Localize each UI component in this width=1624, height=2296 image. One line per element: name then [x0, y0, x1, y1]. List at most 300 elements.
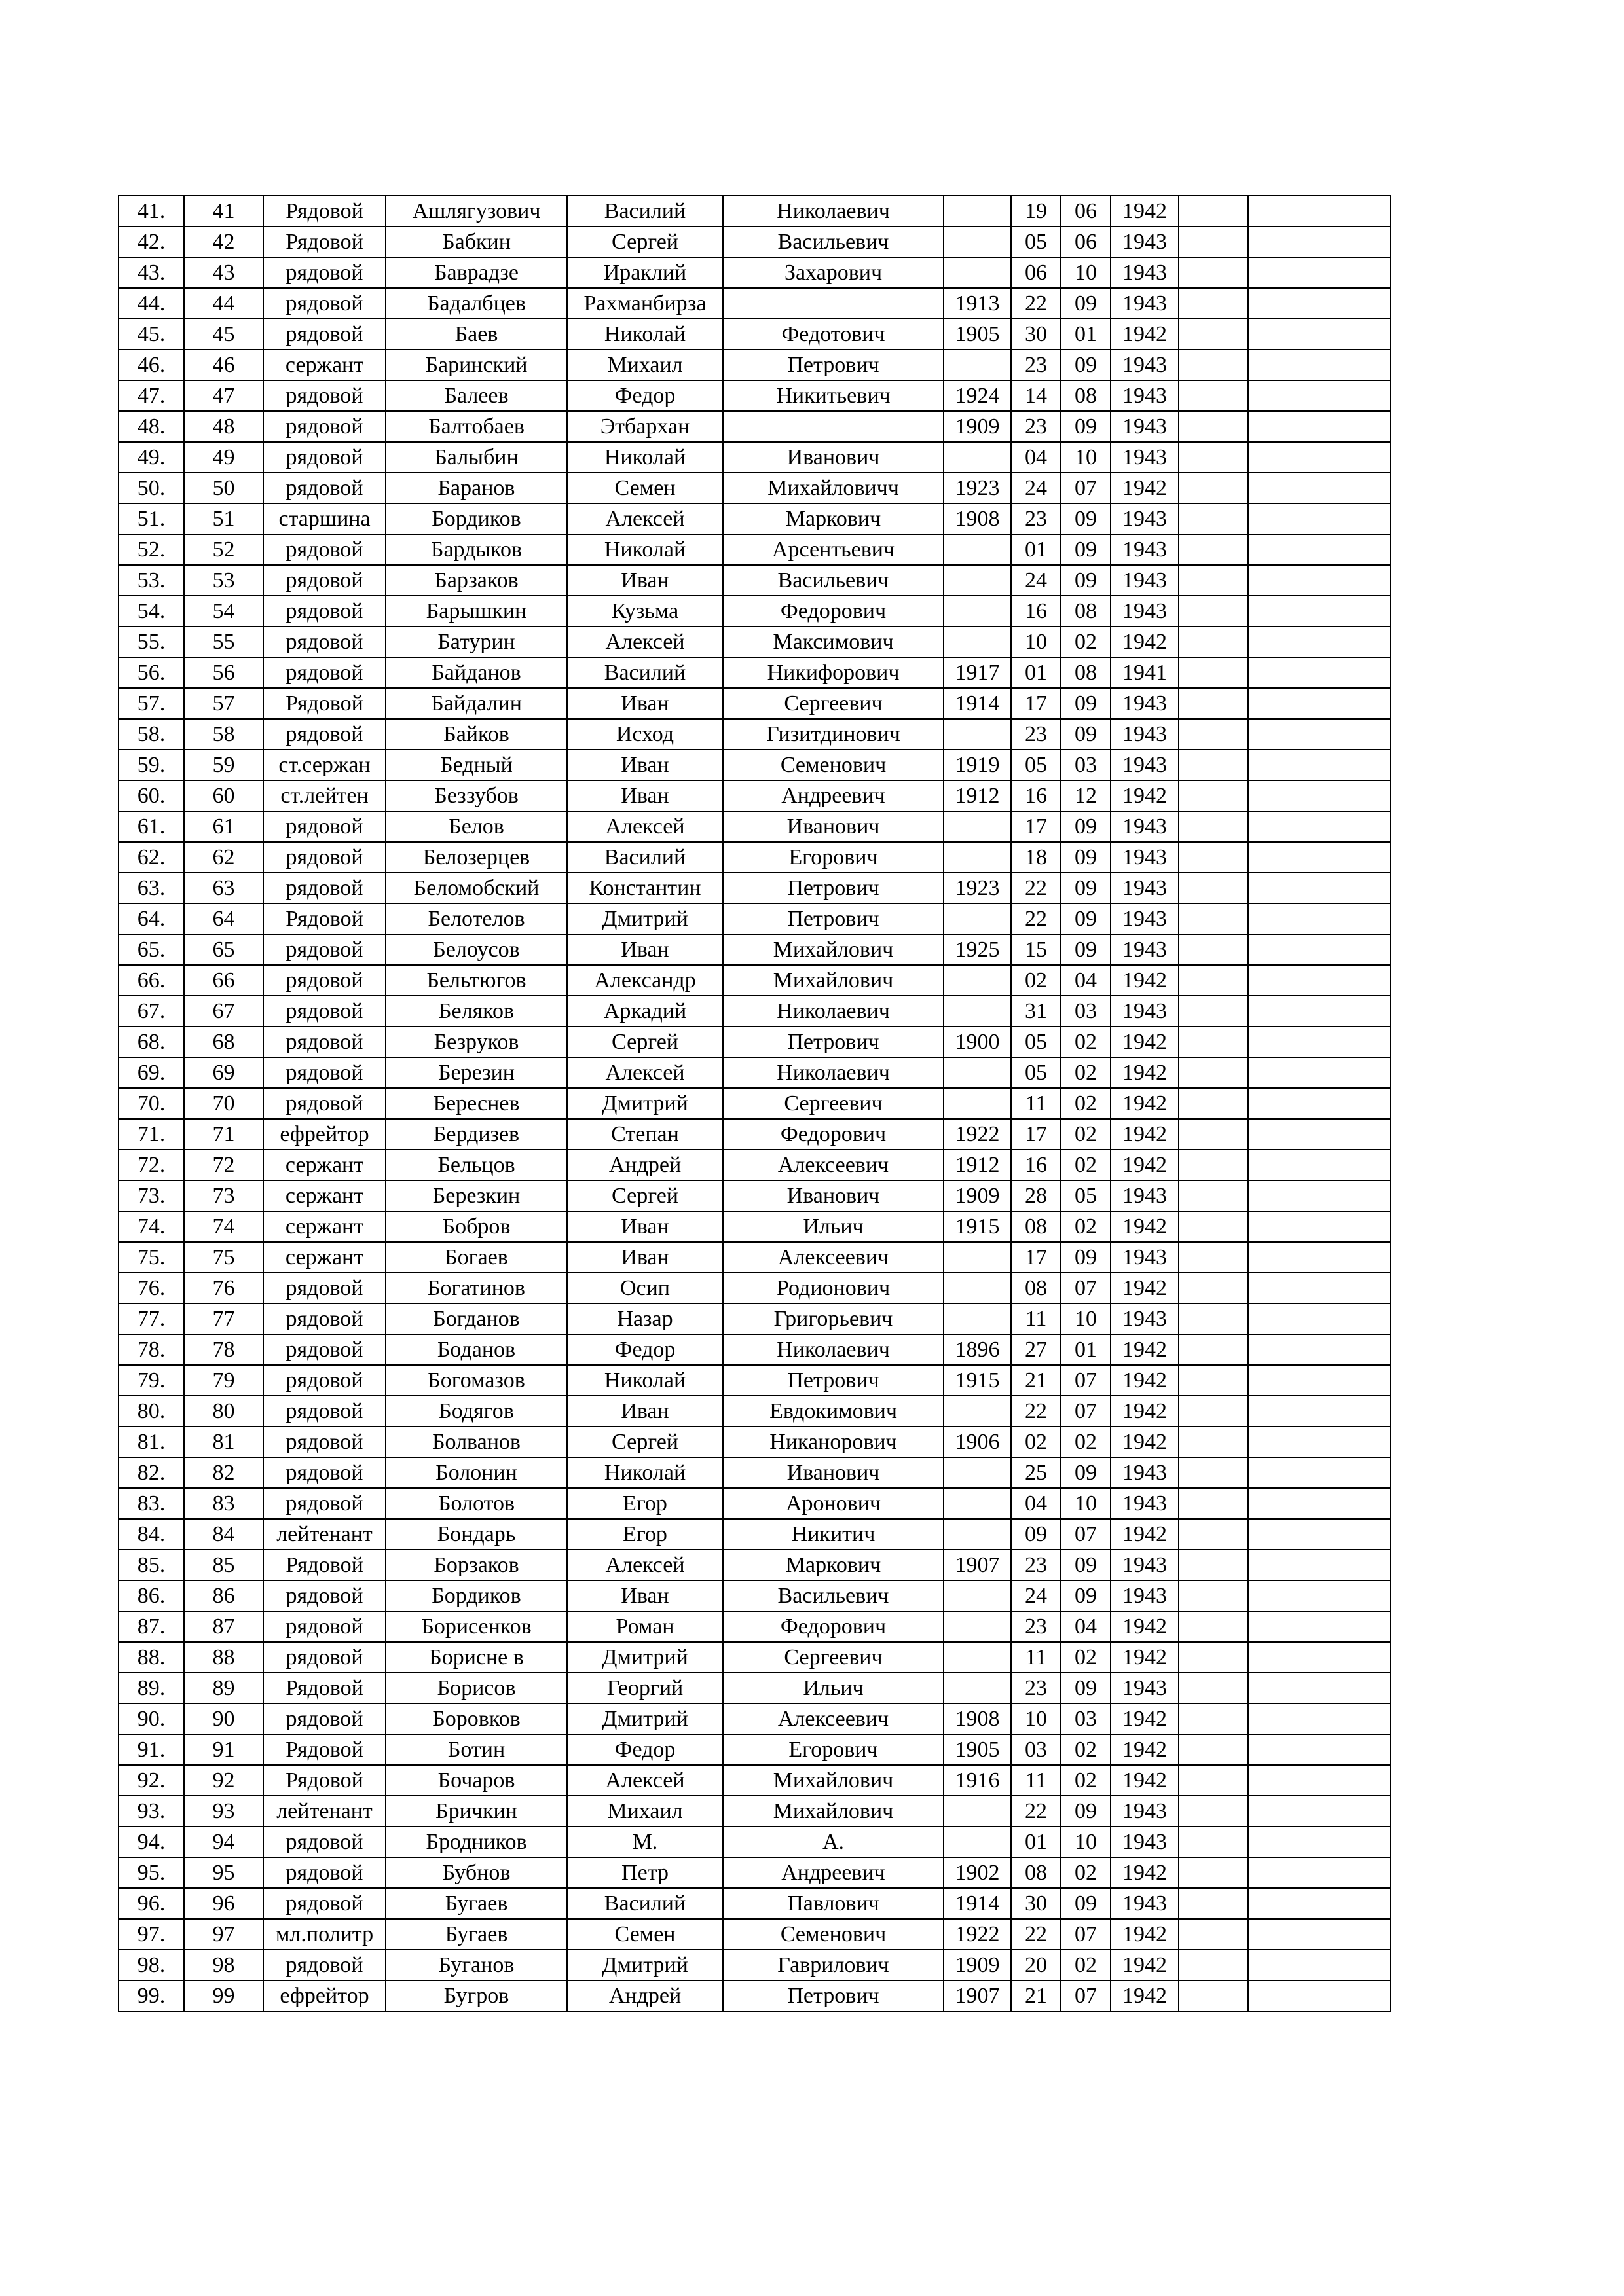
surname-cell: Белозерцев	[386, 842, 567, 873]
surname-cell: Балыбин	[386, 442, 567, 473]
patronymic-cell: Григорьевич	[723, 1303, 944, 1334]
list-number-cell: 48	[184, 411, 263, 442]
month-cell: 09	[1061, 1673, 1111, 1704]
table-row	[119, 1980, 1390, 2011]
year-cell: 1942	[1111, 1642, 1179, 1673]
year-cell: 1942	[1111, 1057, 1179, 1088]
day-cell: 24	[1011, 565, 1061, 596]
extra-cell	[1179, 596, 1248, 627]
extra-cell	[1179, 780, 1248, 811]
surname-cell: Балеев	[386, 380, 567, 411]
surname-cell: Береснев	[386, 1088, 567, 1119]
day-cell: 14	[1011, 380, 1061, 411]
list-number-cell: 83	[184, 1488, 263, 1519]
surname-cell: Боровков	[386, 1704, 567, 1734]
extra-cell	[1179, 1888, 1248, 1919]
extra-cell	[1179, 934, 1248, 965]
note-cell	[1248, 1888, 1390, 1919]
patronymic-cell: Васильевич	[723, 227, 944, 257]
extra-cell	[1179, 1857, 1248, 1888]
year-cell: 1942	[1111, 1365, 1179, 1396]
year-cell: 1943	[1111, 1242, 1179, 1273]
table-row	[119, 965, 1390, 996]
table-row	[119, 1519, 1390, 1550]
list-number-cell: 75	[184, 1242, 263, 1273]
year-cell: 1943	[1111, 565, 1179, 596]
table-row	[119, 688, 1390, 719]
year-cell: 1943	[1111, 288, 1179, 319]
birth-year-cell: 1909	[944, 411, 1011, 442]
note-cell	[1248, 1580, 1390, 1611]
day-cell: 01	[1011, 1827, 1061, 1857]
rank-cell: лейтенант	[263, 1796, 386, 1827]
note-cell	[1248, 1273, 1390, 1303]
rank-cell: рядовой	[263, 1273, 386, 1303]
extra-cell	[1179, 1704, 1248, 1734]
day-cell: 06	[1011, 257, 1061, 288]
note-cell	[1248, 380, 1390, 411]
year-cell: 1942	[1111, 965, 1179, 996]
patronymic-cell: Петрович	[723, 903, 944, 934]
day-cell: 21	[1011, 1980, 1061, 2011]
month-cell: 02	[1061, 1211, 1111, 1242]
year-cell: 1942	[1111, 1765, 1179, 1796]
month-cell: 02	[1061, 1027, 1111, 1057]
first-name-cell: Федор	[567, 380, 723, 411]
birth-year-cell: 1917	[944, 657, 1011, 688]
surname-cell: Борисов	[386, 1673, 567, 1704]
extra-cell	[1179, 319, 1248, 350]
note-cell	[1248, 1704, 1390, 1734]
year-cell: 1942	[1111, 196, 1179, 227]
list-number-cell: 53	[184, 565, 263, 596]
table-row	[119, 1027, 1390, 1057]
birth-year-cell	[944, 1519, 1011, 1550]
row-number-cell: 66.	[119, 965, 184, 996]
patronymic-cell: Евдокимович	[723, 1396, 944, 1427]
year-cell: 1943	[1111, 350, 1179, 380]
patronymic-cell: Николаевич	[723, 996, 944, 1027]
rank-cell: сержант	[263, 1211, 386, 1242]
row-number-cell: 61.	[119, 811, 184, 842]
table-row	[119, 719, 1390, 750]
day-cell: 30	[1011, 1888, 1061, 1919]
row-number-cell: 87.	[119, 1611, 184, 1642]
rank-cell: Рядовой	[263, 1734, 386, 1765]
list-number-cell: 86	[184, 1580, 263, 1611]
surname-cell: Ботин	[386, 1734, 567, 1765]
table-row	[119, 1734, 1390, 1765]
rank-cell: ст.лейтен	[263, 780, 386, 811]
year-cell: 1943	[1111, 442, 1179, 473]
table-row	[119, 873, 1390, 903]
birth-year-cell	[944, 565, 1011, 596]
first-name-cell: Дмитрий	[567, 903, 723, 934]
day-cell: 17	[1011, 1119, 1061, 1150]
surname-cell: Ашлягузович	[386, 196, 567, 227]
note-cell	[1248, 1396, 1390, 1427]
row-number-cell: 89.	[119, 1673, 184, 1704]
rank-cell: рядовой	[263, 1334, 386, 1365]
list-number-cell: 57	[184, 688, 263, 719]
patronymic-cell: Петрович	[723, 873, 944, 903]
patronymic-cell: Петрович	[723, 1027, 944, 1057]
surname-cell: Бердизев	[386, 1119, 567, 1150]
list-number-cell: 66	[184, 965, 263, 996]
patronymic-cell: Федотович	[723, 319, 944, 350]
day-cell: 03	[1011, 1734, 1061, 1765]
table-row	[119, 1150, 1390, 1180]
surname-cell: Бадалбцев	[386, 288, 567, 319]
extra-cell	[1179, 350, 1248, 380]
year-cell: 1942	[1111, 1857, 1179, 1888]
list-number-cell: 79	[184, 1365, 263, 1396]
note-cell	[1248, 1365, 1390, 1396]
first-name-cell: Осип	[567, 1273, 723, 1303]
table-body	[119, 196, 1390, 2011]
surname-cell: Баринский	[386, 350, 567, 380]
patronymic-cell: Иванович	[723, 1180, 944, 1211]
note-cell	[1248, 1796, 1390, 1827]
patronymic-cell: Гаврилович	[723, 1950, 944, 1980]
patronymic-cell: Алексеевич	[723, 1150, 944, 1180]
list-number-cell: 44	[184, 288, 263, 319]
year-cell: 1943	[1111, 903, 1179, 934]
year-cell: 1943	[1111, 1580, 1179, 1611]
list-number-cell: 81	[184, 1427, 263, 1457]
birth-year-cell: 1922	[944, 1119, 1011, 1150]
rank-cell: старшина	[263, 503, 386, 534]
note-cell	[1248, 903, 1390, 934]
row-number-cell: 70.	[119, 1088, 184, 1119]
row-number-cell: 62.	[119, 842, 184, 873]
year-cell: 1943	[1111, 1550, 1179, 1580]
year-cell: 1942	[1111, 1734, 1179, 1765]
table-row	[119, 1427, 1390, 1457]
note-cell	[1248, 1611, 1390, 1642]
row-number-cell: 51.	[119, 503, 184, 534]
list-number-cell: 49	[184, 442, 263, 473]
first-name-cell: Михаил	[567, 1796, 723, 1827]
day-cell: 09	[1011, 1519, 1061, 1550]
month-cell: 02	[1061, 1057, 1111, 1088]
rank-cell: рядовой	[263, 319, 386, 350]
day-cell: 25	[1011, 1457, 1061, 1488]
row-number-cell: 83.	[119, 1488, 184, 1519]
surname-cell: Байданов	[386, 657, 567, 688]
first-name-cell: Егор	[567, 1488, 723, 1519]
rank-cell: рядовой	[263, 380, 386, 411]
month-cell: 12	[1061, 780, 1111, 811]
year-cell: 1943	[1111, 842, 1179, 873]
table-row	[119, 842, 1390, 873]
first-name-cell: Алексей	[567, 1550, 723, 1580]
rank-cell: рядовой	[263, 1488, 386, 1519]
list-number-cell: 73	[184, 1180, 263, 1211]
extra-cell	[1179, 1919, 1248, 1950]
rank-cell: рядовой	[263, 1027, 386, 1057]
birth-year-cell: 1914	[944, 1888, 1011, 1919]
list-number-cell: 80	[184, 1396, 263, 1427]
birth-year-cell: 1914	[944, 688, 1011, 719]
extra-cell	[1179, 627, 1248, 657]
list-number-cell: 55	[184, 627, 263, 657]
surname-cell: Буганов	[386, 1950, 567, 1980]
month-cell: 07	[1061, 1980, 1111, 2011]
surname-cell: Беляков	[386, 996, 567, 1027]
day-cell: 22	[1011, 873, 1061, 903]
birth-year-cell	[944, 1242, 1011, 1273]
surname-cell: Байдалин	[386, 688, 567, 719]
table-row	[119, 1796, 1390, 1827]
list-number-cell: 92	[184, 1765, 263, 1796]
note-cell	[1248, 350, 1390, 380]
patronymic-cell: Васильевич	[723, 565, 944, 596]
birth-year-cell	[944, 196, 1011, 227]
patronymic-cell: Арсентьевич	[723, 534, 944, 565]
patronymic-cell: Михайлович	[723, 934, 944, 965]
month-cell: 02	[1061, 1765, 1111, 1796]
note-cell	[1248, 196, 1390, 227]
month-cell: 09	[1061, 1242, 1111, 1273]
first-name-cell: Сергей	[567, 227, 723, 257]
rank-cell: Рядовой	[263, 688, 386, 719]
rank-cell: рядовой	[263, 1857, 386, 1888]
birth-year-cell	[944, 811, 1011, 842]
day-cell: 08	[1011, 1211, 1061, 1242]
rank-cell: сержант	[263, 1180, 386, 1211]
patronymic-cell: Николаевич	[723, 196, 944, 227]
table-row	[119, 1611, 1390, 1642]
birth-year-cell	[944, 1827, 1011, 1857]
list-number-cell: 71	[184, 1119, 263, 1150]
extra-cell	[1179, 1580, 1248, 1611]
note-cell	[1248, 965, 1390, 996]
year-cell: 1943	[1111, 1180, 1179, 1211]
table-row	[119, 1396, 1390, 1427]
list-number-cell: 76	[184, 1273, 263, 1303]
first-name-cell: Василий	[567, 842, 723, 873]
first-name-cell: Рахманбирза	[567, 288, 723, 319]
birth-year-cell: 1916	[944, 1765, 1011, 1796]
patronymic-cell: Егорович	[723, 842, 944, 873]
row-number-cell: 64.	[119, 903, 184, 934]
month-cell: 09	[1061, 934, 1111, 965]
extra-cell	[1179, 442, 1248, 473]
surname-cell: Богатинов	[386, 1273, 567, 1303]
surname-cell: Болонин	[386, 1457, 567, 1488]
rank-cell: рядовой	[263, 257, 386, 288]
note-cell	[1248, 473, 1390, 503]
month-cell: 09	[1061, 1580, 1111, 1611]
birth-year-cell	[944, 1673, 1011, 1704]
extra-cell	[1179, 1950, 1248, 1980]
month-cell: 06	[1061, 227, 1111, 257]
row-number-cell: 76.	[119, 1273, 184, 1303]
first-name-cell: Сергей	[567, 1027, 723, 1057]
day-cell: 05	[1011, 1057, 1061, 1088]
month-cell: 09	[1061, 811, 1111, 842]
patronymic-cell: Иванович	[723, 811, 944, 842]
month-cell: 09	[1061, 1457, 1111, 1488]
list-number-cell: 65	[184, 934, 263, 965]
patronymic-cell: Павлович	[723, 1888, 944, 1919]
month-cell: 03	[1061, 1704, 1111, 1734]
patronymic-cell: Иванович	[723, 442, 944, 473]
surname-cell: Богаев	[386, 1242, 567, 1273]
surname-cell: Бабкин	[386, 227, 567, 257]
year-cell: 1942	[1111, 1088, 1179, 1119]
extra-cell	[1179, 257, 1248, 288]
day-cell: 23	[1011, 350, 1061, 380]
month-cell: 02	[1061, 1734, 1111, 1765]
first-name-cell: Иван	[567, 688, 723, 719]
extra-cell	[1179, 688, 1248, 719]
day-cell: 02	[1011, 965, 1061, 996]
patronymic-cell: Андреевич	[723, 780, 944, 811]
table-row	[119, 750, 1390, 780]
rank-cell: рядовой	[263, 1580, 386, 1611]
table-row	[119, 1827, 1390, 1857]
list-number-cell: 67	[184, 996, 263, 1027]
month-cell: 09	[1061, 688, 1111, 719]
list-number-cell: 68	[184, 1027, 263, 1057]
first-name-cell: Этбархан	[567, 411, 723, 442]
row-number-cell: 63.	[119, 873, 184, 903]
month-cell: 02	[1061, 1950, 1111, 1980]
year-cell: 1942	[1111, 1519, 1179, 1550]
surname-cell: Бугаев	[386, 1919, 567, 1950]
list-number-cell: 59	[184, 750, 263, 780]
note-cell	[1248, 442, 1390, 473]
year-cell: 1943	[1111, 996, 1179, 1027]
month-cell: 09	[1061, 873, 1111, 903]
row-number-cell: 56.	[119, 657, 184, 688]
extra-cell	[1179, 380, 1248, 411]
patronymic-cell: Никанорович	[723, 1427, 944, 1457]
list-number-cell: 91	[184, 1734, 263, 1765]
day-cell: 02	[1011, 1427, 1061, 1457]
list-number-cell: 90	[184, 1704, 263, 1734]
list-number-cell: 56	[184, 657, 263, 688]
patronymic-cell: Сергеевич	[723, 1088, 944, 1119]
note-cell	[1248, 688, 1390, 719]
year-cell: 1942	[1111, 319, 1179, 350]
list-number-cell: 96	[184, 1888, 263, 1919]
surname-cell: Белоусов	[386, 934, 567, 965]
month-cell: 08	[1061, 380, 1111, 411]
rank-cell: мл.политр	[263, 1919, 386, 1950]
list-number-cell: 54	[184, 596, 263, 627]
surname-cell: Бельтюгов	[386, 965, 567, 996]
rank-cell: рядовой	[263, 1088, 386, 1119]
list-number-cell: 64	[184, 903, 263, 934]
row-number-cell: 41.	[119, 196, 184, 227]
day-cell: 04	[1011, 442, 1061, 473]
month-cell: 04	[1061, 1611, 1111, 1642]
surname-cell: Борисенков	[386, 1611, 567, 1642]
table-row	[119, 1088, 1390, 1119]
extra-cell	[1179, 1211, 1248, 1242]
rank-cell: сержант	[263, 1242, 386, 1273]
surname-cell: Бордиков	[386, 1580, 567, 1611]
month-cell: 07	[1061, 1919, 1111, 1950]
month-cell: 07	[1061, 473, 1111, 503]
row-number-cell: 53.	[119, 565, 184, 596]
birth-year-cell: 1915	[944, 1211, 1011, 1242]
birth-year-cell: 1896	[944, 1334, 1011, 1365]
month-cell: 09	[1061, 411, 1111, 442]
note-cell	[1248, 1457, 1390, 1488]
birth-year-cell: 1906	[944, 1427, 1011, 1457]
month-cell: 02	[1061, 1150, 1111, 1180]
row-number-cell: 50.	[119, 473, 184, 503]
month-cell: 09	[1061, 534, 1111, 565]
first-name-cell: Иван	[567, 934, 723, 965]
surname-cell: Бугров	[386, 1980, 567, 2011]
first-name-cell: Егор	[567, 1519, 723, 1550]
rank-cell: рядовой	[263, 1611, 386, 1642]
note-cell	[1248, 873, 1390, 903]
patronymic-cell: Николаевич	[723, 1334, 944, 1365]
surname-cell: Баранов	[386, 473, 567, 503]
table-row	[119, 1211, 1390, 1242]
first-name-cell: Федор	[567, 1734, 723, 1765]
note-cell	[1248, 1950, 1390, 1980]
extra-cell	[1179, 288, 1248, 319]
table-row	[119, 1242, 1390, 1273]
table-row	[119, 534, 1390, 565]
rank-cell: рядовой	[263, 1827, 386, 1857]
first-name-cell: Назар	[567, 1303, 723, 1334]
month-cell: 09	[1061, 1888, 1111, 1919]
year-cell: 1943	[1111, 750, 1179, 780]
patronymic-cell: Родионович	[723, 1273, 944, 1303]
row-number-cell: 93.	[119, 1796, 184, 1827]
day-cell: 01	[1011, 657, 1061, 688]
surname-cell: Бедный	[386, 750, 567, 780]
day-cell: 08	[1011, 1273, 1061, 1303]
patronymic-cell: Никитич	[723, 1519, 944, 1550]
note-cell	[1248, 227, 1390, 257]
rank-cell: рядовой	[263, 442, 386, 473]
first-name-cell: Петр	[567, 1857, 723, 1888]
list-number-cell: 52	[184, 534, 263, 565]
table-row	[119, 1273, 1390, 1303]
day-cell: 05	[1011, 750, 1061, 780]
table-row	[119, 257, 1390, 288]
day-cell: 11	[1011, 1765, 1061, 1796]
row-number-cell: 82.	[119, 1457, 184, 1488]
extra-cell	[1179, 1550, 1248, 1580]
table-row	[119, 934, 1390, 965]
day-cell: 16	[1011, 1150, 1061, 1180]
row-number-cell: 58.	[119, 719, 184, 750]
extra-cell	[1179, 1734, 1248, 1765]
month-cell: 07	[1061, 1365, 1111, 1396]
year-cell: 1942	[1111, 1919, 1179, 1950]
patronymic-cell: Маркович	[723, 1550, 944, 1580]
year-cell: 1942	[1111, 473, 1179, 503]
day-cell: 17	[1011, 688, 1061, 719]
patronymic-cell: Федорович	[723, 1611, 944, 1642]
row-number-cell: 74.	[119, 1211, 184, 1242]
day-cell: 19	[1011, 196, 1061, 227]
month-cell: 02	[1061, 1857, 1111, 1888]
year-cell: 1943	[1111, 1796, 1179, 1827]
birth-year-cell	[944, 1642, 1011, 1673]
row-number-cell: 79.	[119, 1365, 184, 1396]
